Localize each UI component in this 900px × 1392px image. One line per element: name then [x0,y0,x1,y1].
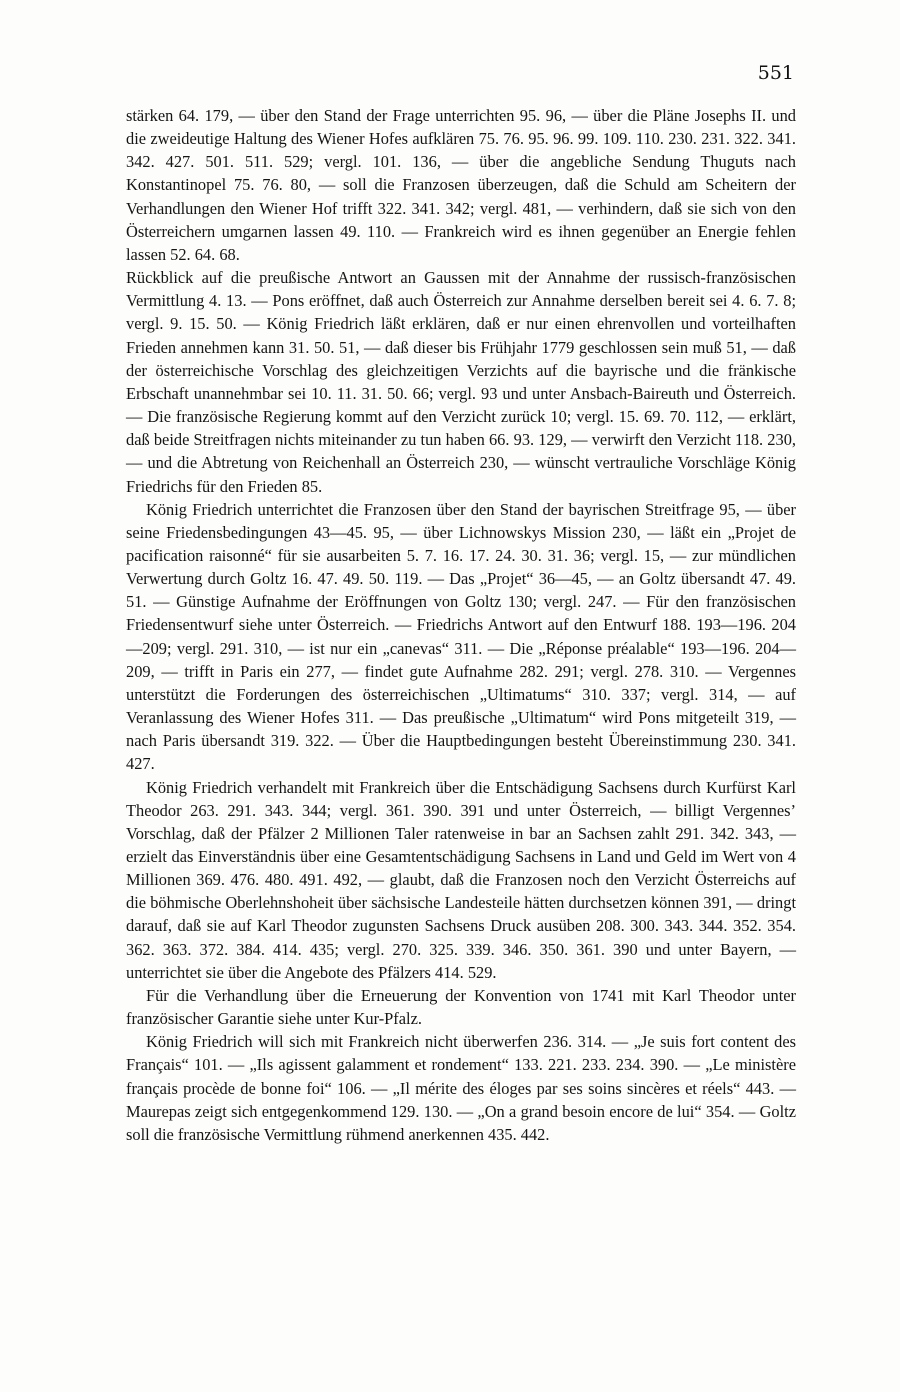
index-paragraph-3: König Friedrich unterrichtet die Franzosen über den Stand der bayrischen Streitfrage 95, — über seine Friedensbedingungen 43—45. 95, — über Lichnowskys Mission 230, — läßt ein „Projet de pacification raisonné“ für sie ausarbeiten 5. 7. 16. 17. 24. 30. 31. 36; vergl. 15, — zur mündlichen Verwertung durch Goltz 16. 47. 49. 50. 119. — Das „Projet“ 36—45, — an Goltz übersandt 47. 49. 51. — Günstige Aufnahme der Eröffnungen von Goltz 130; vergl. 247. — Für den französischen Friedensentwurf siehe unter Österreich. — Friedrichs Antwort auf den Entwurf 188. 193—196. 204—209; vergl. 291. 310, — ist nur ein „canevas“ 311. — Die „Réponse préalable“ 193—196. 204—209, — trifft in Paris ein 277, — findet gute Aufnahme 282. 291; vergl. 278. 310. — Vergennes unterstützt die Forderungen des österreichischen „Ultimatums“ 310. 337; vergl. 314, — auf Veranlassung des Wiener Hofes 311. — Das preußische „Ultimatum“ wird Pons mitgeteilt 319, — nach Paris übersandt 319. 322. — Über die Hauptbedingungen besteht Übereinstimmung 230. 341. 427. [126,499,796,774]
page-number: 551 [757,62,794,84]
index-text-body [126,104,796,1146]
index-paragraph-6: König Friedrich will sich mit Frankreich nicht überwerfen 236. 314. — „Je suis fort content des Français“ 101. — „Ils agissent galamment et rondement“ 133. 221. 233. 234. 390. — „Le ministère français procède de bonne foi“ 106. — „Il mérite des éloges par ses soins sincères et réels“ 443. — Maurepas zeigt sich entgegenkommend 129. 130. — „On a grand besoin encore de lui“ 354. — Goltz soll die französische Vermittlung rühmend anerkennen 435. 442. [126,1032,796,1144]
index-paragraph-5: Für die Verhandlung über die Erneuerung der Konvention von 1741 mit Karl Theodor unter französischer Garantie siehe unter Kur-Pfalz. [126,985,796,1029]
index-paragraph-1: stärken 64. 179, — über den Stand der Frage unterrichten 95. 96, — über die Pläne Josephs II. und die zweideutige Haltung des Wiener Hofes aufklären 75. 76. 95. 96. 99. 109. 110. 230. 231. 322. 341. 342. 427. 501. 511. 529; vergl. 101. 136, — über die angebliche Sendung Thuguts nach Konstantinopel 75. 76. 80, — soll die Franzosen überzeugen, daß die Schuld am Scheitern der Verhandlungen den Wiener Hof trifft 322. 341. 342; vergl. 481, — verhindern, daß sie sich von den Österreichern umgarnen lassen 49. 110. — Frankreich wird es ihnen gegenüber an Energie fehlen lassen 52. 64. 68. [126,106,796,264]
index-paragraph-2: Rückblick auf die preußische Antwort an Gaussen mit der Annahme der russisch-französischen Vermittlung 4. 13. — Pons eröffnet, daß auch Österreich zur Annahme derselben bereit sei 4. 6. 7. 8; vergl. 9. 15. 50. — König Friedrich läßt erklären, daß er nur einen ehrenvollen und vorteilhaften Frieden annehmen kann 31. 50. 51, — daß dieser bis Frühjahr 1779 geschlossen sein muß 51, — daß der österreichische Vorschlag des gleichzeitigen Verzichts auf die bayrische und die fränkische Erbschaft unannehmbar sei 10. 11. 31. 50. 66; vergl. 93 und unter Ansbach-Baireuth und Österreich. — Die französische Regierung kommt auf den Verzicht zurück 10; vergl. 15. 69. 70. 112, — erklärt, daß beide Streitfragen nichts miteinander zu tun haben 66. 93. 129, — verwirft den Verzicht 118. 230, — und die Abtretung von Reichenhall an Österreich 230, — wünscht vertrauliche Vorschläge König Friedrichs für den Frieden 85. [126,268,796,496]
index-paragraph-4: König Friedrich verhandelt mit Frankreich über die Entschädigung Sachsens durch Kurfürst Karl Theodor 263. 291. 343. 344; vergl. 361. 390. 391 und unter Österreich, — billigt Vergennes’ Vorschlag, daß der Pfälzer 2 Millionen Taler ratenweise in bar an Sachsen zahlt 291. 342. 343, — erzielt das Einverständnis über eine Gesamtentschädigung Sachsens in Land und Geld im Wert von 4 Millionen 369. 476. 480. 491. 492, — glaubt, daß die Franzosen noch den Verzicht Österreichs auf die böhmische Oberlehnshoheit über sächsische Landesteile hätten durchsetzen können 391, — dringt darauf, daß sie auf Karl Theodor zugunsten Sachsens Druck ausüben 208. 300. 343. 344. 352. 354. 362. 363. 372. 384. 414. 435; vergl. 270. 325. 339. 346. 350. 361. 390 und unter Bayern, — unterrichtet sie über die Angebote des Pfälzers 414. 529. [126,777,796,982]
